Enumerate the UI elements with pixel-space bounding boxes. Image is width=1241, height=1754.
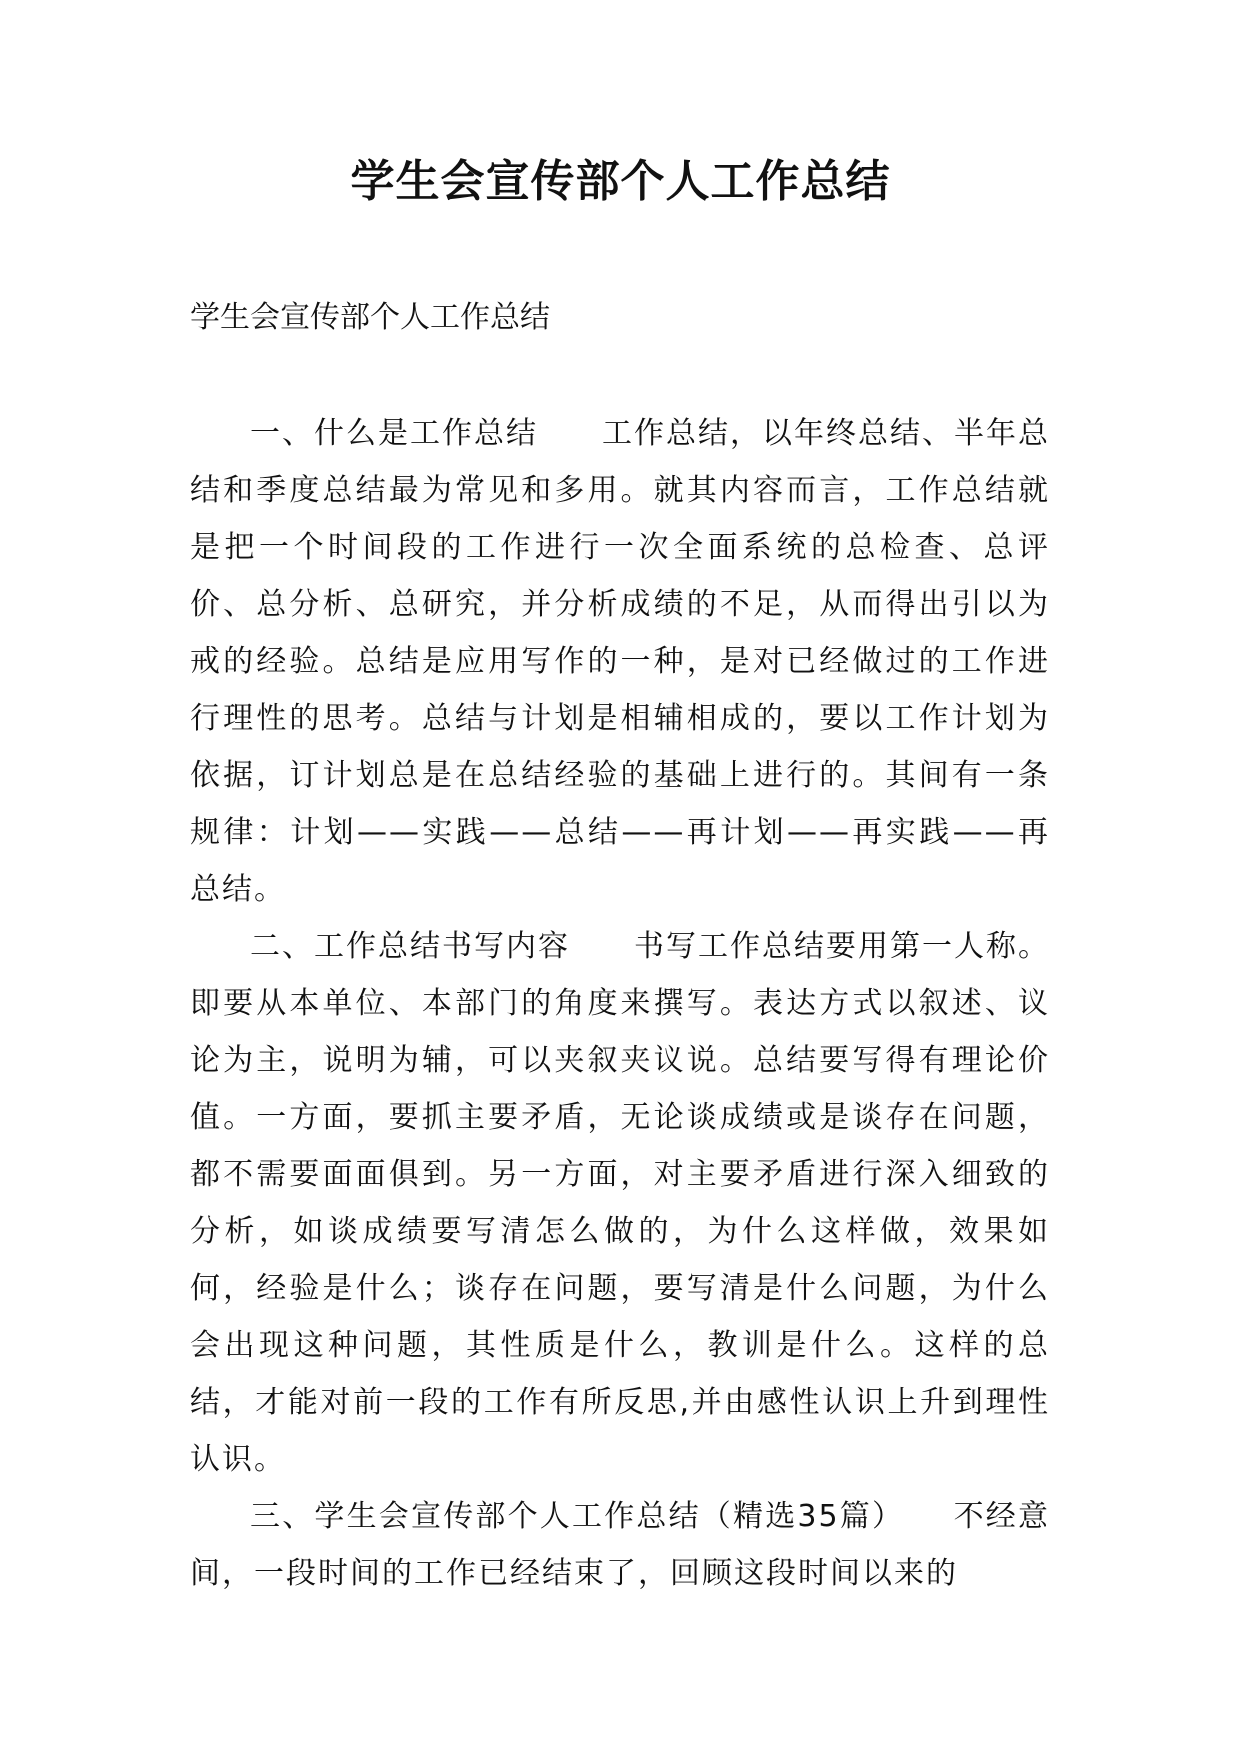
document-title: 学生会宣传部个人工作总结 <box>350 156 891 207</box>
document-body <box>190 405 1050 1602</box>
paragraph-writing-content: 二、工作总结书写内容 书写工作总结要用第一人称。即要从本单位、本部门的角度来撰写。表达方式以叙述、议论为主，说明为辅，可以夹叙夹议说。总结要写得有理论价值。一方面，要抓主要矛盾，无论谈成绩或是谈存在问题，都不需要面面俱到。另一方面，对主要矛盾进行深入细致的分析，如谈成绩要写清怎么做的，为什么这样做，效果如何，经验是什么；谈存在问题，要写清是什么问题，为什么会出现这种问题，其性质是什么，教训是什么。这样的总结，才能对前一段的工作有所反思,并由感性认识上升到理性认识。 <box>190 929 1050 1477</box>
paragraph-what-is-summary: 一、什么是工作总结 工作总结，以年终总结、半年总结和季度总结最为常见和多用。就其内容而言，工作总结就是把一个时间段的工作进行一次全面系统的总检查、总评价、总分析、总研究，并分析成绩的不足，从而得出引以为戒的经验。总结是应用写作的一种，是对已经做过的工作进行理性的思考。总结与计划是相辅相成的，要以工作计划为依据，订计划总是在总结经验的基础上进行的。其间有一条规律：计划——实践——总结——再计划——再实践——再总结。 <box>190 416 1050 907</box>
paragraph-selected-summaries: 三、学生会宣传部个人工作总结（精选35篇） 不经意间，一段时间的工作已经结束了，回顾这段时间以来的 <box>190 1499 1050 1591</box>
document-subtitle: 学生会宣传部个人工作总结 <box>190 300 550 335</box>
